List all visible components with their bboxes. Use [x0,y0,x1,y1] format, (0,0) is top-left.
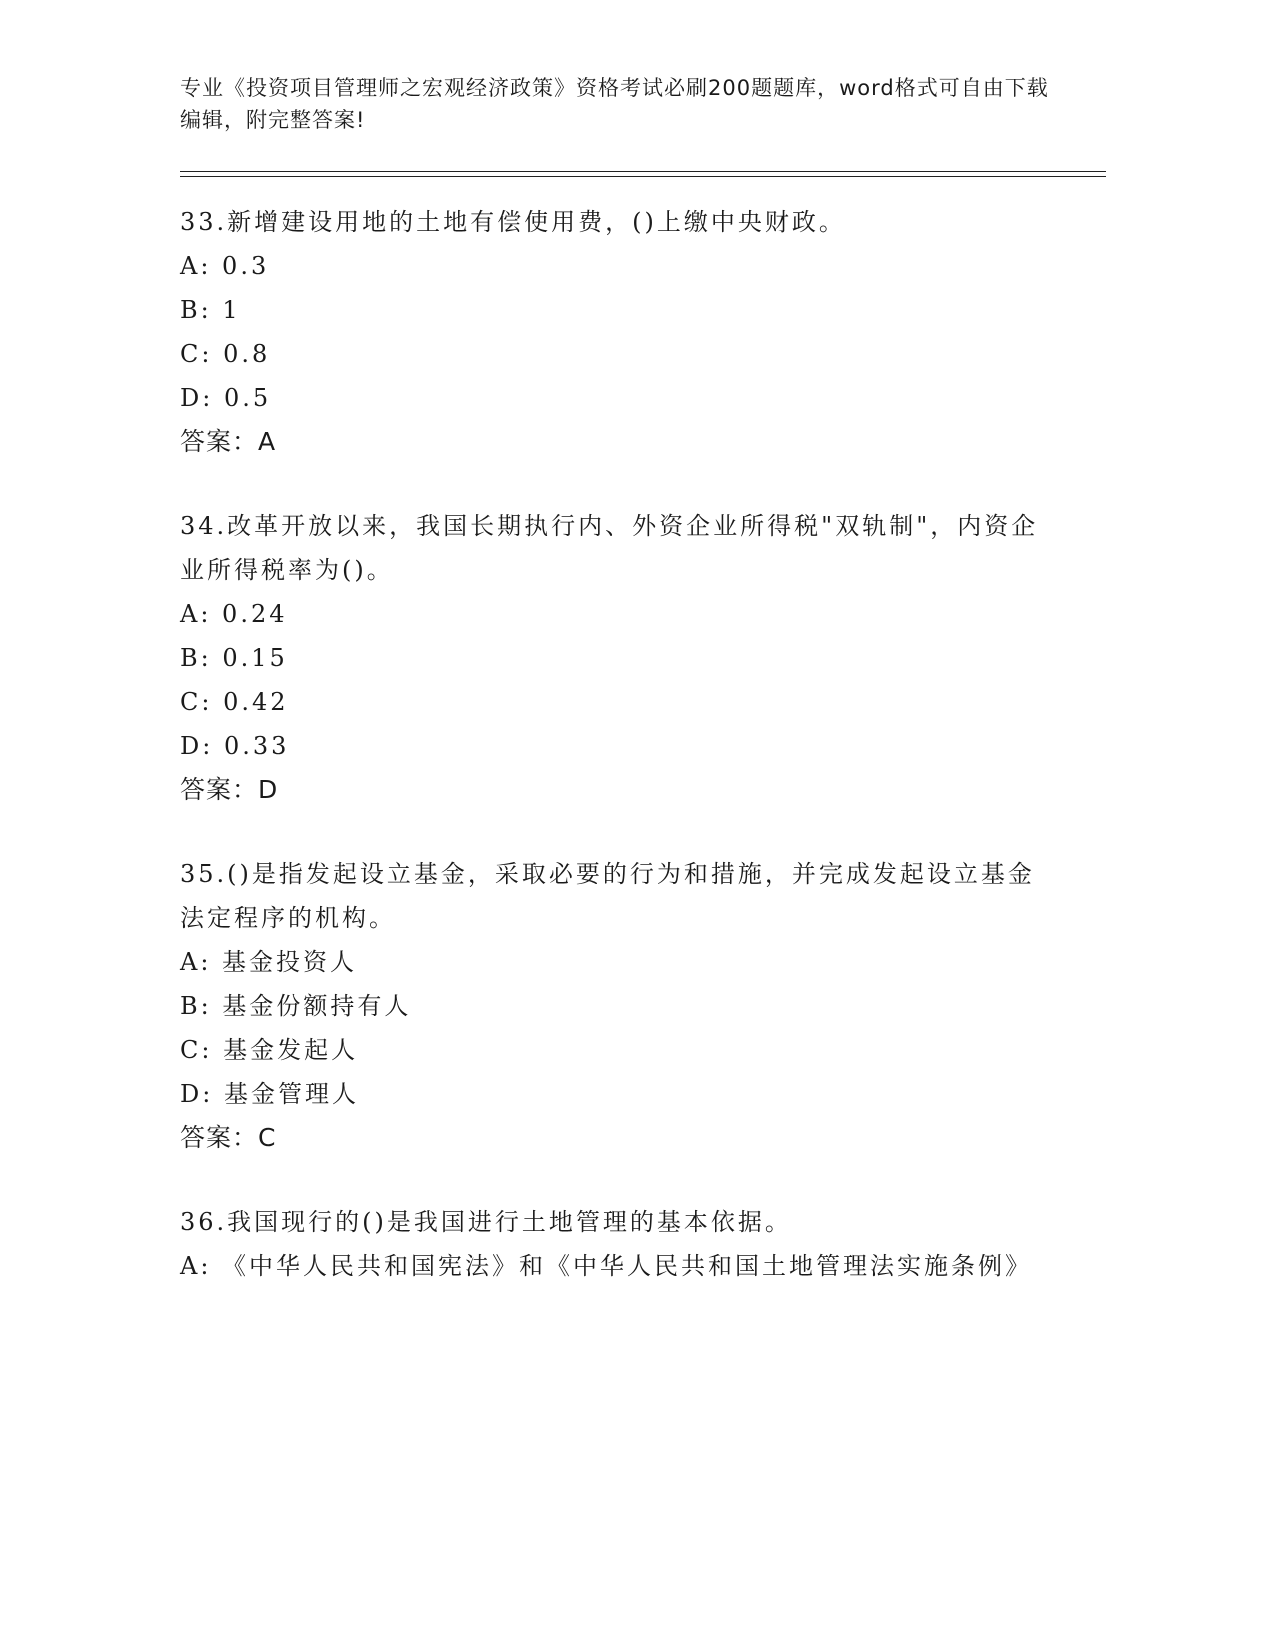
option-a: A: 0.24 [180,600,288,628]
document-header: 专业《投资项目管理师之宏观经济政策》资格考试必刷200题题库，word格式可自由下载编辑，附完整答案! [180,76,1049,132]
question-list [180,200,1040,1328]
option-b: B: 1 [180,296,241,324]
answer: 答案：C [180,1123,277,1152]
header-divider-top [180,171,1106,172]
option-a: A: 《中华人民共和国宪法》和《中华人民共和国土地管理法实施条例》 [180,1252,1033,1280]
question-stem: 34.改革开放以来，我国长期执行内、外资企业所得税"双轨制"，内资企业所得税率为()。 [180,512,1039,584]
option-b: B: 0.15 [180,644,288,672]
option-c: C: 0.8 [180,340,271,368]
question-stem: 36.我国现行的()是我国进行土地管理的基本依据。 [180,1208,792,1236]
option-d: D: 基金管理人 [180,1080,359,1108]
question-33 [180,200,1040,464]
option-a: A: 基金投资人 [180,948,358,976]
question-34 [180,504,1040,812]
question-stem: 35.()是指发起设立基金，采取必要的行为和措施，并完成发起设立基金法定程序的机构。 [180,860,1035,932]
answer: 答案：D [180,775,279,804]
option-c: C: 基金发起人 [180,1036,359,1064]
header-divider-bottom [180,176,1106,177]
option-d: D: 0.5 [180,384,272,412]
question-stem: 33.新增建设用地的土地有偿使用费，()上缴中央财政。 [180,208,846,236]
question-35 [180,852,1040,1160]
question-36 [180,1200,1040,1288]
option-b: B: 基金份额持有人 [180,992,412,1020]
answer: 答案：A [180,427,277,456]
option-a: A: 0.3 [180,252,270,280]
option-c: C: 0.42 [180,688,289,716]
option-d: D: 0.33 [180,732,290,760]
